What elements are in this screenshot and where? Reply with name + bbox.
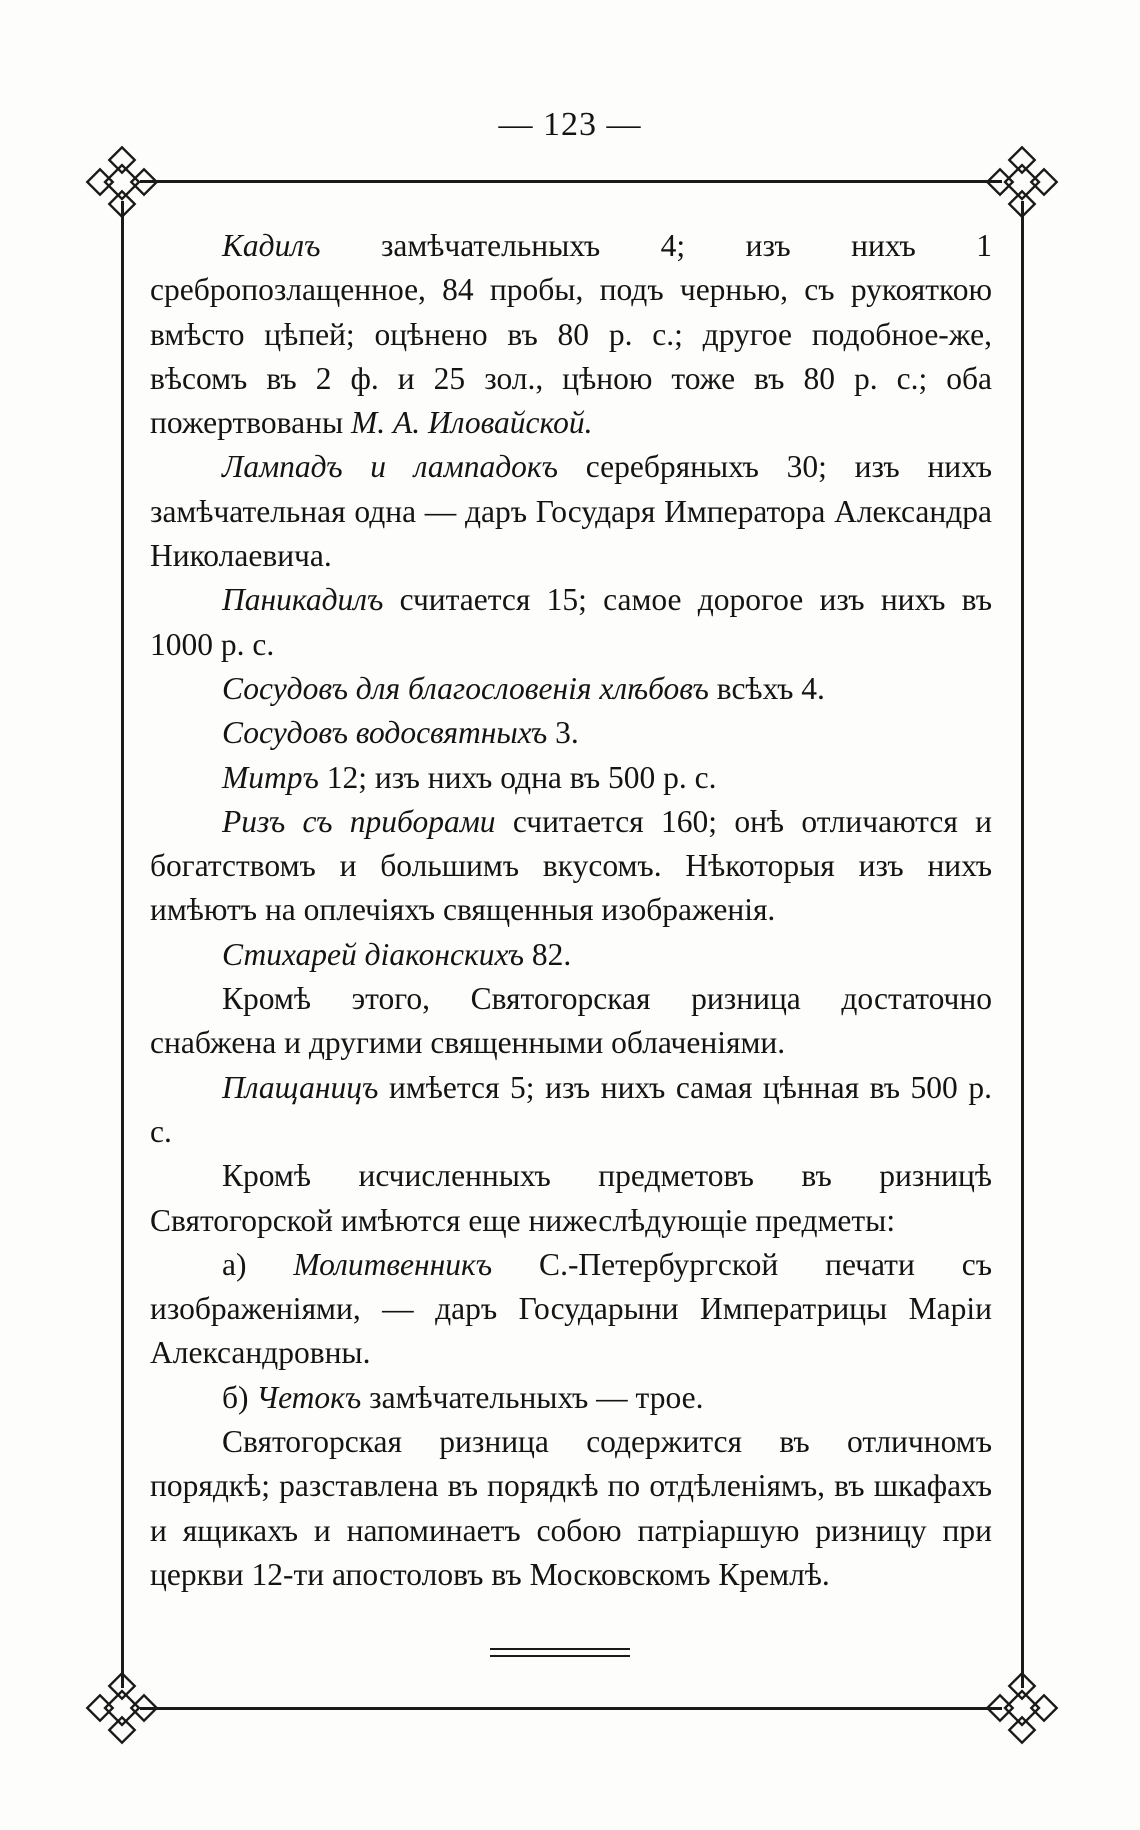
donor-name: М. А. Иловайской. [351,405,593,441]
paragraph-text: 3. [547,715,579,751]
end-rule [490,1648,630,1650]
paragraph [150,667,992,711]
item-title: Четокъ [256,1379,362,1415]
item-title: Сосудовъ для благословенія хлѣбовъ [222,670,709,706]
paragraph-text: замѣчательныхъ 4; изъ нихъ 1 сребропозлащенное, 84 пробы, подъ чернью, съ рукояткою вмѣсто цѣпей; оцѣнено въ 80 р. с.; другое подобное-же, вѣсомъ въ 2 ф. и 25 зол., цѣною тоже въ 80 р. с.; оба пожертвованы [150,228,992,441]
knot-ornament-icon [984,144,1060,220]
page-number: — 123 — [498,106,642,143]
paragraph [150,224,992,445]
paragraph [150,1243,992,1376]
item-title: Стихарей діаконскихъ [222,936,524,972]
item-prefix: а) [222,1246,294,1282]
paragraph-text: 82. [524,936,572,972]
paragraph-text: всѣхъ 4. [708,670,825,706]
paragraph [150,578,992,667]
paragraph-text: Кромѣ этого, Святогорская ризница достаточно снабжена и другими священными облаченіями. [150,981,992,1061]
paragraph-text: серебряныхъ 30; изъ нихъ замѣчательная одна — даръ Государя Императора Александра Николаевича. [150,449,993,574]
paragraph [150,1066,992,1155]
item-title: Молитвенникъ [293,1246,493,1282]
paragraph-text: Кромѣ исчисленныхъ предметовъ въ ризницѣ Святогорской имѣются еще нижеслѣдующіе предметы: [150,1158,992,1238]
body-text [150,224,992,1597]
paragraph [150,1154,992,1243]
item-title: Паникадилъ [222,582,384,618]
item-title: Кадилъ [222,228,321,263]
item-title: Сосудовъ водосвятныхъ [222,715,548,751]
frame-top-rule [140,180,1002,183]
item-title: Лампадъ и лампадокъ [222,449,559,485]
paragraph-text: считается 160; онѣ отличаются и богатствомъ и большимъ вкусомъ. Нѣкоторыя изъ нихъ имѣютъ на оплечіяхъ священныя изображенія. [150,803,992,928]
paragraph [150,1420,992,1597]
paragraph-text: 12; изъ нихъ одна въ 500 р. с. [318,759,717,795]
frame-left-rule [121,201,124,1688]
item-title: Плащаницъ [222,1069,379,1105]
paragraph [150,800,992,933]
item-title: Ризъ съ приборами [222,803,496,839]
paragraph-text: Святогорская ризница содержится въ отличномъ порядкѣ; разставлена въ порядкѣ по отдѣленіямъ, въ шкафахъ и ящикахъ и напоминаетъ собою патріаршую ризницу при церкви 12-ти апостоловъ въ Московскомъ Кремлѣ. [150,1424,992,1592]
paragraph-text: С.-Петербургской печати съ изображеніями, — даръ Государыни Императрицы Маріи Александровны. [150,1246,992,1371]
paragraph [150,445,992,578]
paragraph [150,1376,992,1420]
frame-right-rule [1021,201,1024,1688]
item-title: Митръ [222,759,319,795]
paragraph [150,756,992,800]
knot-ornament-icon [84,1670,160,1746]
paragraph [150,977,992,1066]
paragraph-text: замѣчательныхъ — трое. [361,1379,704,1415]
knot-ornament-icon [84,144,160,220]
frame-bottom-rule [140,1707,1002,1710]
knot-ornament-icon [984,1670,1060,1746]
end-rule [490,1655,630,1657]
paragraph [150,933,992,977]
paragraph-text: считается 15; самое дорогое изъ нихъ въ 1000 р. с. [150,582,992,662]
paragraph [150,711,992,755]
item-prefix: б) [222,1379,257,1415]
paragraph-text: имѣется 5; изъ нихъ самая цѣнная въ 500 р. с. [150,1069,992,1149]
